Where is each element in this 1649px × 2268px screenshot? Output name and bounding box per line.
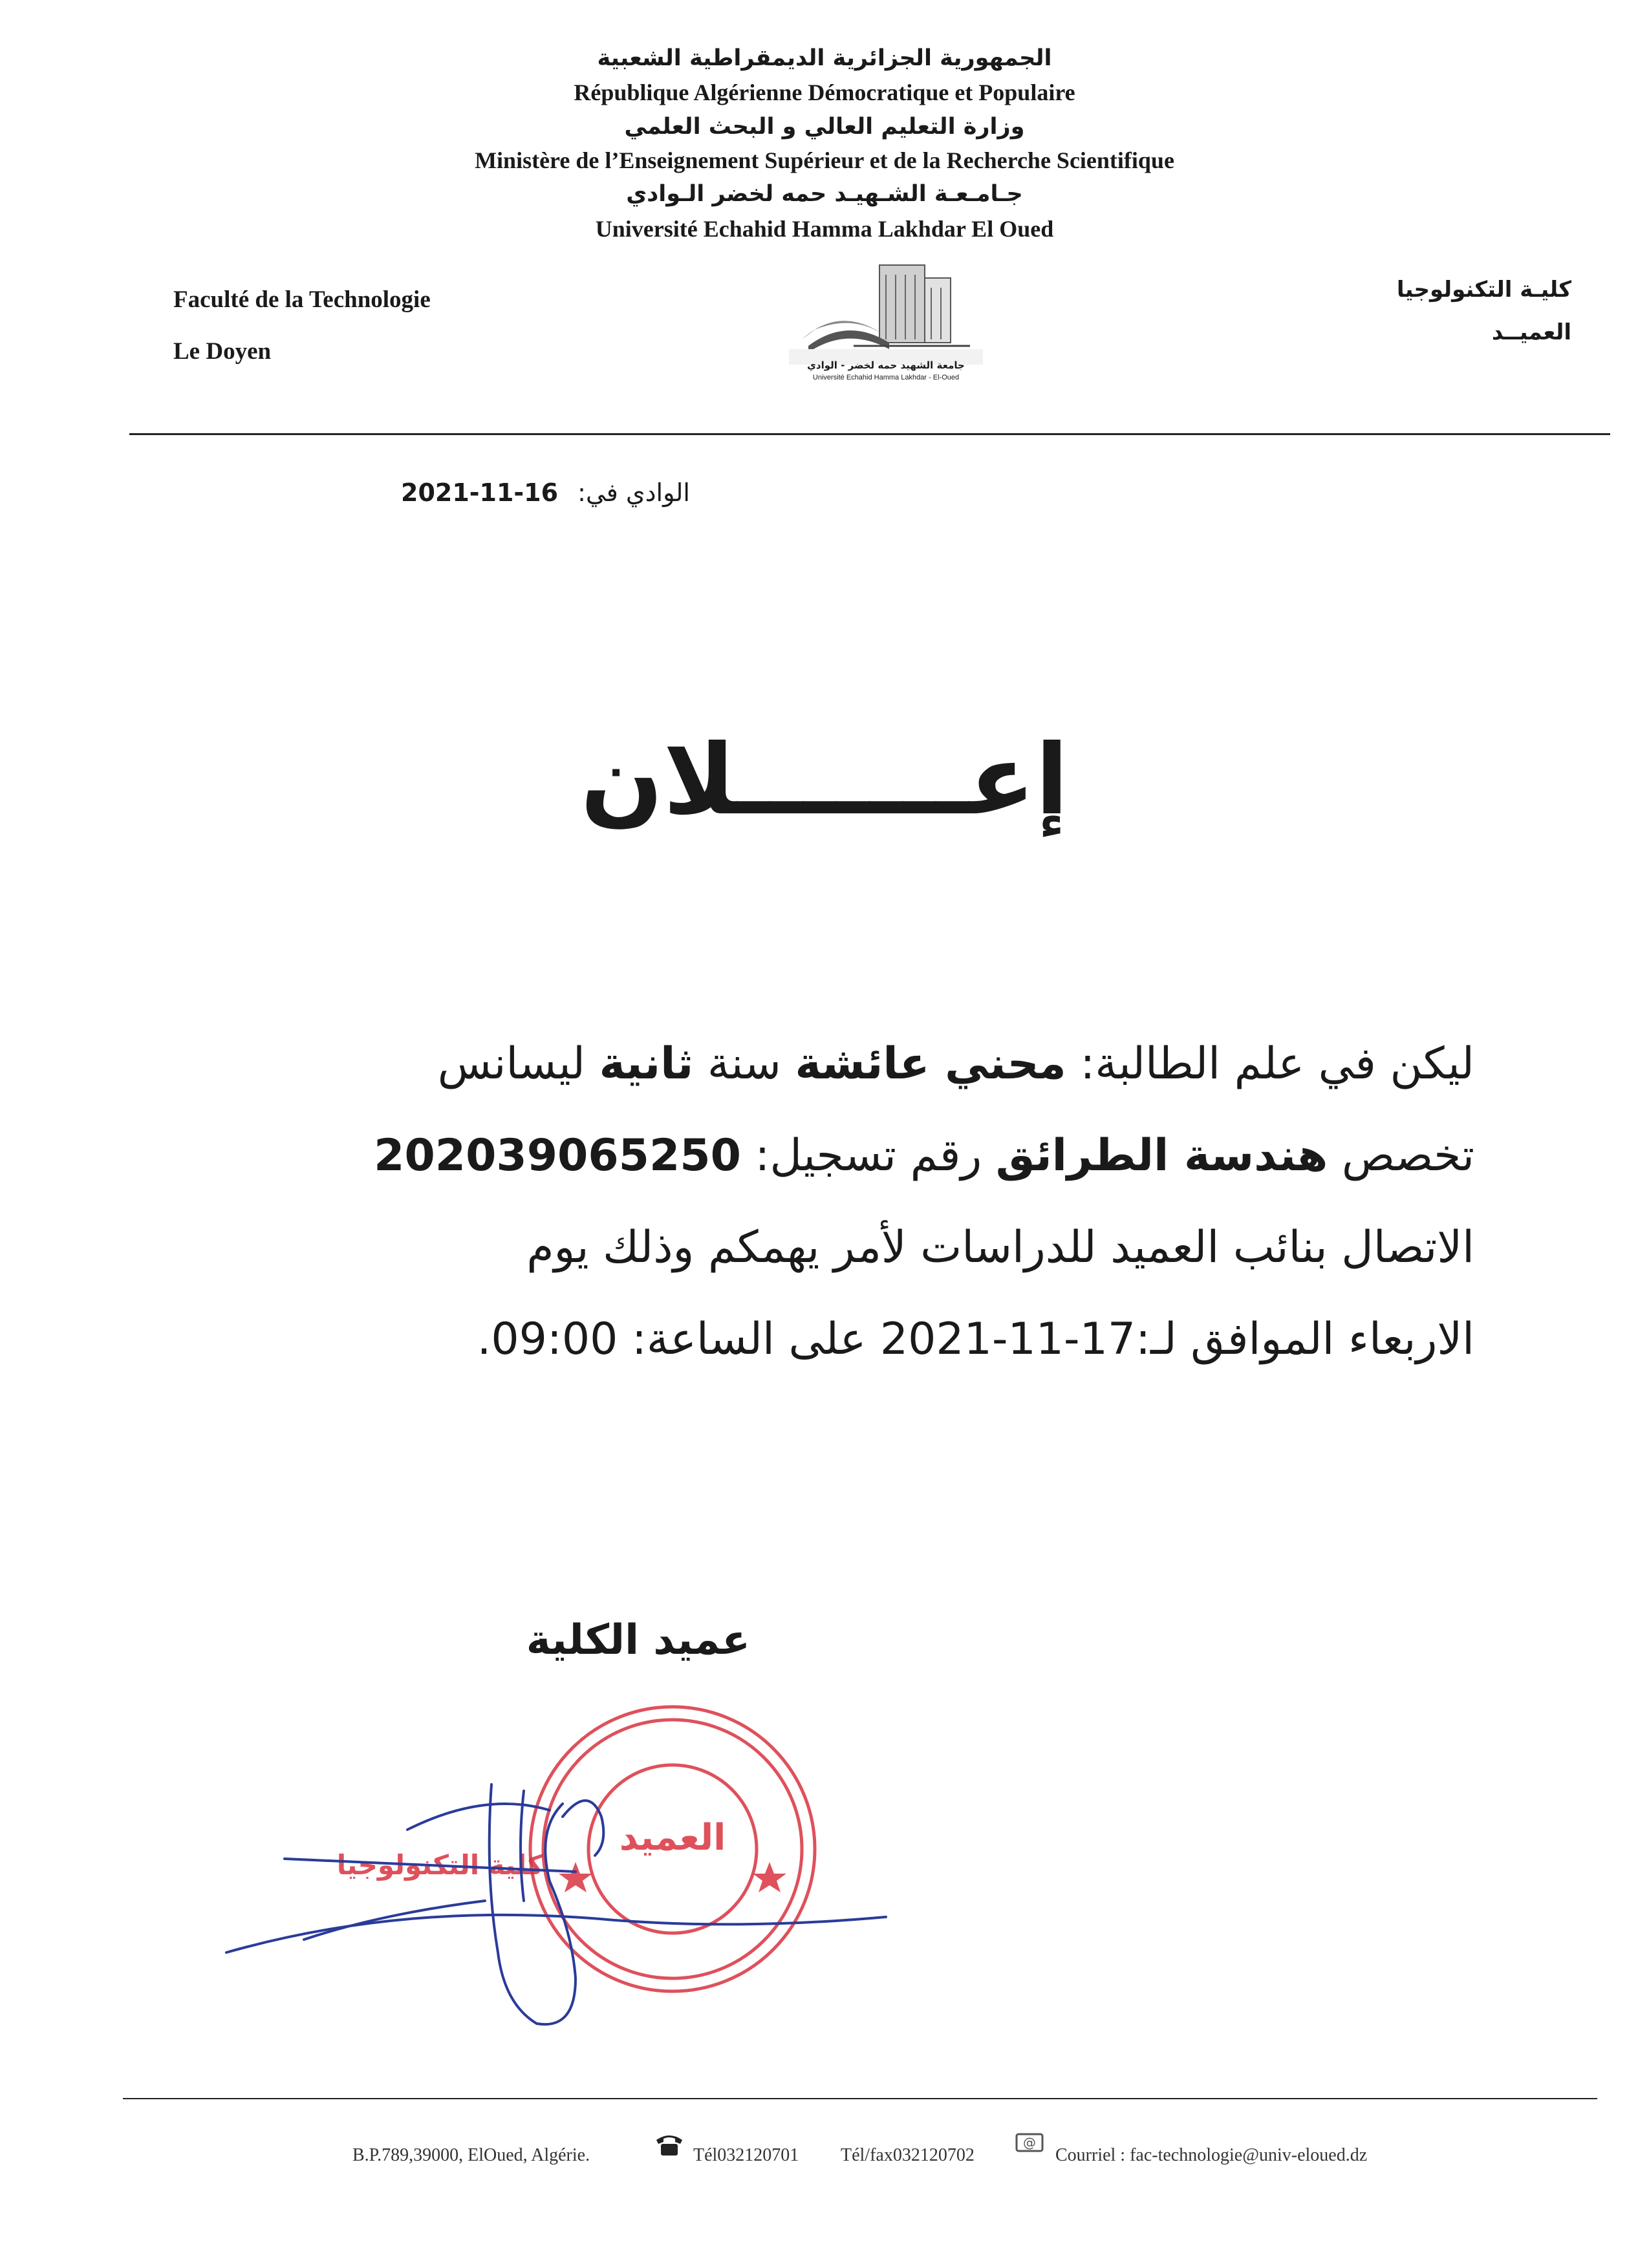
signature-title: عميد الكلية xyxy=(526,1616,750,1664)
footer-fax: Tél/fax032120702 xyxy=(841,2145,975,2165)
logo-caption-ar: جامعة الشهيد حمه لخضر - الوادي xyxy=(807,359,965,371)
header-ministry-ar: وزارة التعليم العالي و البحث العلمي xyxy=(624,114,1025,140)
date-value: 2021-11-16 xyxy=(401,478,559,507)
footer-tel: Tél032120701 xyxy=(693,2145,799,2165)
university-logo xyxy=(776,252,996,388)
email-icon xyxy=(1015,2130,1044,2154)
announcement-body xyxy=(259,1018,1474,1385)
body-line-3: الاتصال بنائب العميد للدراسات لأمر يهمكم وذلك يوم xyxy=(526,1222,1474,1273)
signature-graphic xyxy=(213,1746,899,2056)
faculty-name-ar: كليـة التكنولوجيا xyxy=(1396,277,1571,303)
dean-title-ar: العميــد xyxy=(1491,319,1571,345)
handwritten-signature xyxy=(213,1746,899,2056)
header-divider xyxy=(129,433,1610,435)
date-line xyxy=(401,478,789,507)
footer-address: B.P.789,39000, ElOued, Algérie. xyxy=(352,2145,590,2165)
svg-text:@: @ xyxy=(1023,2135,1036,2150)
header-ministry-fr: Ministère de l’Enseignement Supérieur et de la Recherche Scientifique xyxy=(475,147,1174,173)
specialty: هندسة الطرائق xyxy=(995,1130,1328,1181)
registration-number: 202039065250 xyxy=(374,1130,741,1181)
header-university-ar: جـامـعـة الشـهيـد حمه لخضر الـوادي xyxy=(626,181,1023,207)
body-line-1 xyxy=(259,1018,1474,1110)
body-text: تخصص xyxy=(1328,1130,1474,1181)
body-line-4: الاربعاء الموافق لـ:17-11-2021 على الساعة: 09:00. xyxy=(477,1314,1474,1365)
date-label: الوادي في: xyxy=(577,478,690,507)
student-name: محني عائشة xyxy=(795,1038,1066,1089)
dean-title-fr: Le Doyen xyxy=(173,338,272,365)
footer-divider xyxy=(123,2098,1597,2099)
body-line-2 xyxy=(259,1110,1474,1202)
stamp-faculty-text: كلية التكنولوجيا xyxy=(336,1849,543,1881)
header-republic-fr: République Algérienne Démocratique et Populaire xyxy=(574,80,1075,105)
body-text: ليسانس xyxy=(437,1038,599,1089)
logo-caption-fr: Université Echahid Hamma Lakhdar - El-Oued xyxy=(812,374,960,381)
study-year: ثانية xyxy=(599,1038,694,1089)
announcement-title: إعـــــــلان xyxy=(580,724,1069,837)
header-republic-ar: الجمهورية الجزائرية الديمقراطية الشعبية xyxy=(597,45,1052,71)
body-text: ليكن في علم الطالبة: xyxy=(1066,1038,1474,1089)
body-text: سنة xyxy=(693,1038,795,1089)
header-university-fr: Université Echahid Hamma Lakhdar El Oued xyxy=(595,216,1054,242)
faculty-name-fr: Faculté de la Technologie xyxy=(173,286,431,313)
footer-email: Courriel : fac-technologie@univ-eloued.dz xyxy=(1055,2145,1368,2165)
body-text: رقم تسجيل: xyxy=(740,1130,996,1181)
stamp-center-text: العميد xyxy=(619,1817,726,1859)
phone-icon xyxy=(653,2132,685,2158)
